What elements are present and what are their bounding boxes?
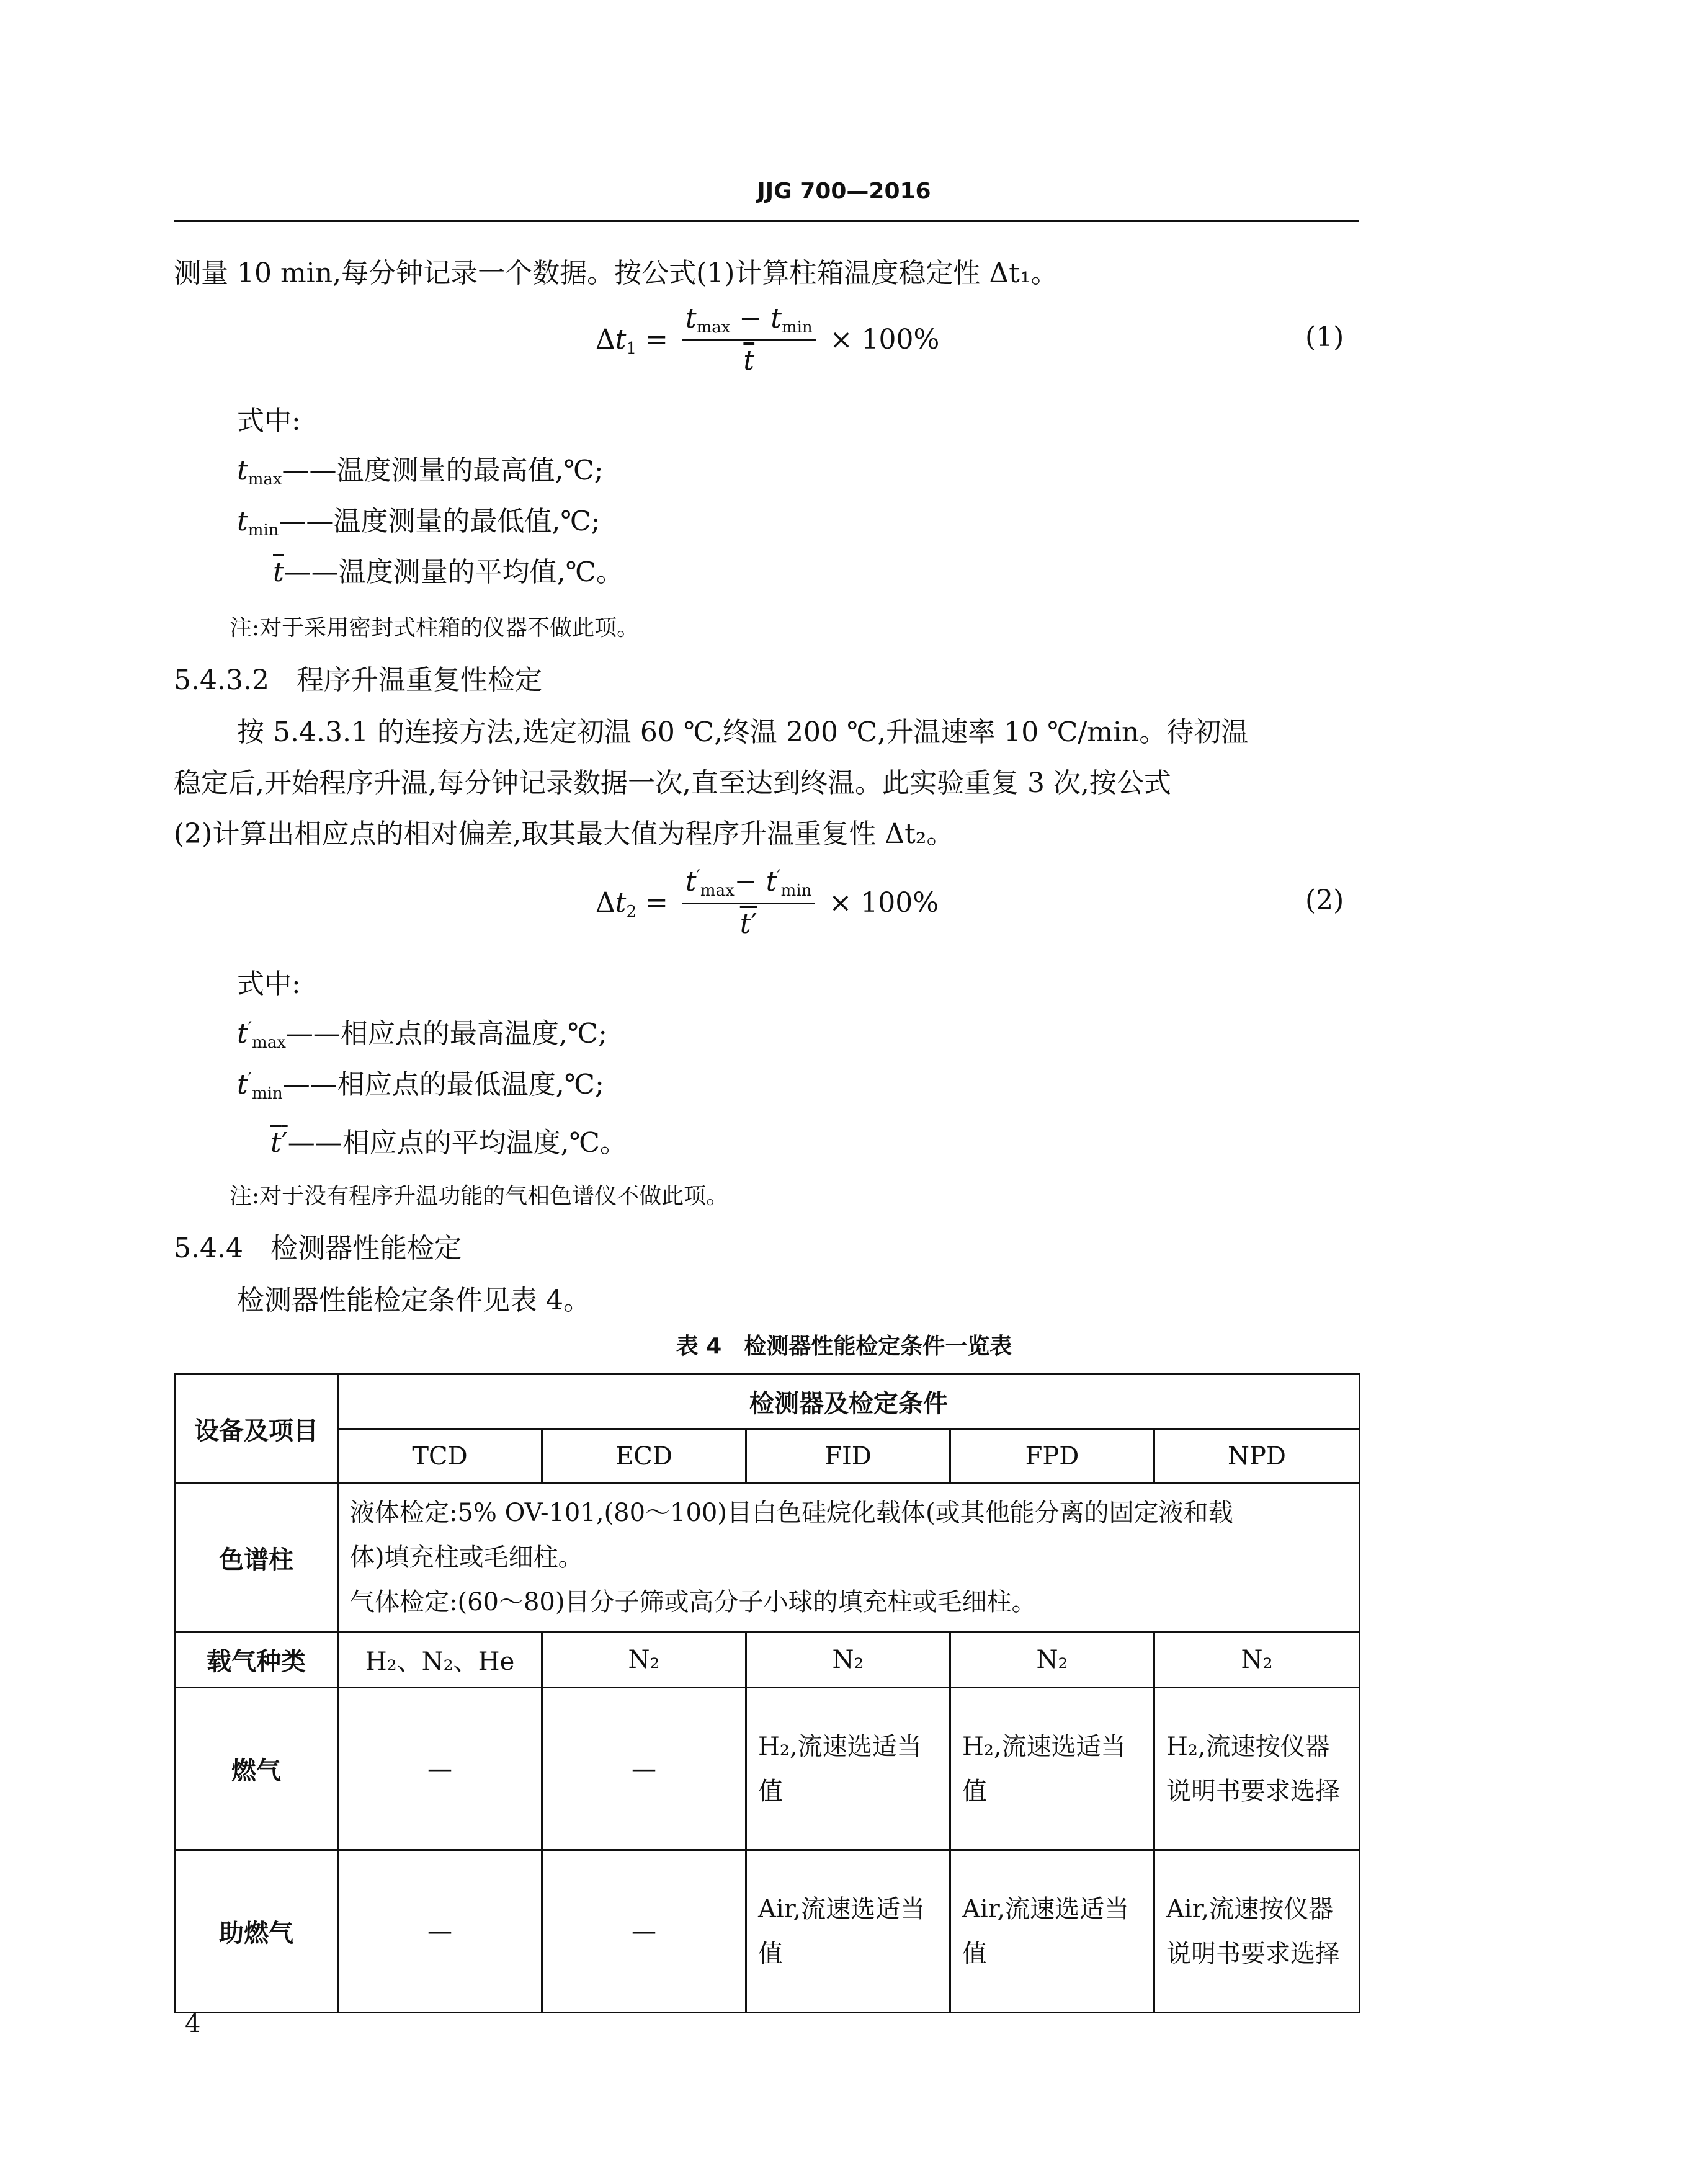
row-label-fuel: 燃气	[175, 1688, 338, 1850]
running-header: JJG 700—2016	[757, 179, 931, 204]
table-header-detector: FID	[746, 1429, 950, 1484]
paragraph-line: 按 5.4.3.1 的连接方法,选定初温 60 ℃,终温 200 ℃,升温速率 10 ℃/min。待初温	[237, 716, 1249, 748]
formula-1-number: (1)	[1305, 321, 1344, 353]
table-cell: N₂	[950, 1632, 1154, 1688]
row-label-carrier: 载气种类	[175, 1632, 338, 1688]
paragraph-line: 稳定后,开始程序升温,每分钟记录数据一次,直至达到终温。此实验重复 3 次,按公式	[174, 767, 1171, 799]
table-cell: —	[338, 1850, 542, 2013]
table-header-detector: NPD	[1154, 1429, 1360, 1484]
detector-conditions-table	[174, 1373, 1360, 2013]
table-cell: H₂,流速选适当值	[950, 1688, 1154, 1850]
where-1-tmax: tmax——温度测量的最高值,℃;	[237, 455, 604, 489]
formula-2-fraction: $\frac{t'\max- t'\min}{t'}$	[682, 866, 816, 940]
table-header-group: 检测器及检定条件	[338, 1375, 1360, 1429]
table-cell: Air,流速选适当值	[950, 1850, 1154, 2013]
where-2-tmax: t′max——相应点的最高温度,℃;	[237, 1018, 607, 1052]
table-row	[175, 1688, 1360, 1850]
formula-1-fraction: $\frac{tmax - tmin}{t}$	[682, 303, 816, 377]
table-cell: H₂,流速选适当值	[746, 1688, 950, 1850]
table-cell: —	[542, 1688, 746, 1850]
table-cell: Air,流速按仪器说明书要求选择	[1154, 1850, 1360, 2013]
formula-2-number: (2)	[1305, 885, 1344, 916]
table-cell: N₂	[542, 1632, 746, 1688]
table-cell: —	[338, 1688, 542, 1850]
table-header-detector: ECD	[542, 1429, 746, 1484]
formula-1: Δt1 = $\frac{tmax - tmin}{t}$ × 100%	[596, 303, 940, 377]
row-label-support-gas: 助燃气	[175, 1850, 338, 2013]
where-1-title: 式中:	[237, 405, 301, 437]
table-row	[175, 1850, 1360, 2013]
where-2-tavg: t′——相应点的平均温度,℃。	[270, 1127, 627, 1159]
where-2-title: 式中:	[237, 968, 301, 1000]
table-caption: 表 4 检测器性能检定条件一览表	[676, 1334, 1012, 1359]
table-row	[175, 1632, 1360, 1688]
where-2-tmin: t′min——相应点的最低温度,℃;	[237, 1069, 604, 1103]
table-row	[175, 1484, 1360, 1632]
where-1-tavg: $\overline{t}——$温度测量的平均值,℃。	[273, 556, 623, 588]
table-cell: —	[542, 1850, 746, 2013]
column-description: 液体检定:5% OV-101,(80～100)目白色硅烷化载体(或其他能分离的固定液和载 体)填充柱或毛细柱。 气体检定:(60～80)目分子筛或高分子小球的填充柱或毛细柱。	[338, 1484, 1360, 1632]
where-1-tmin: tmin——温度测量的最低值,℃;	[237, 506, 601, 540]
paragraph-line: (2)计算出相应点的相对偏差,取其最大值为程序升温重复性 Δt₂。	[174, 818, 954, 850]
note-2: 注:对于没有程序升温功能的气相色谱仪不做此项。	[230, 1183, 729, 1209]
section-5-4-3-2: 5.4.3.2 程序升温重复性检定	[174, 664, 542, 696]
header-rule	[174, 220, 1359, 222]
table-cell: N₂	[1154, 1632, 1360, 1688]
paragraph-table-ref: 检测器性能检定条件见表 4。	[237, 1285, 591, 1316]
table-cell: H₂,流速按仪器说明书要求选择	[1154, 1688, 1360, 1850]
table-header-detector: FPD	[950, 1429, 1154, 1484]
table-cell: Air,流速选适当值	[746, 1850, 950, 2013]
page-number: 4	[185, 2010, 201, 2038]
section-5-4-4: 5.4.4 检测器性能检定	[174, 1232, 462, 1264]
row-label-column: 色谱柱	[175, 1484, 338, 1632]
formula-2: Δt2 = $\frac{t'\max- t'\min}{t'}$ × 100%	[596, 866, 939, 940]
table-cell: H₂、N₂、He	[338, 1632, 542, 1688]
note-1: 注:对于采用密封式柱箱的仪器不做此项。	[230, 615, 640, 641]
table-cell: N₂	[746, 1632, 950, 1688]
paragraph-intro: 测量 10 min,每分钟记录一个数据。按公式(1)计算柱箱温度稳定性 Δt₁。	[174, 257, 1058, 289]
table-header-detector: TCD	[338, 1429, 542, 1484]
table-header-item: 设备及项目	[175, 1375, 338, 1484]
